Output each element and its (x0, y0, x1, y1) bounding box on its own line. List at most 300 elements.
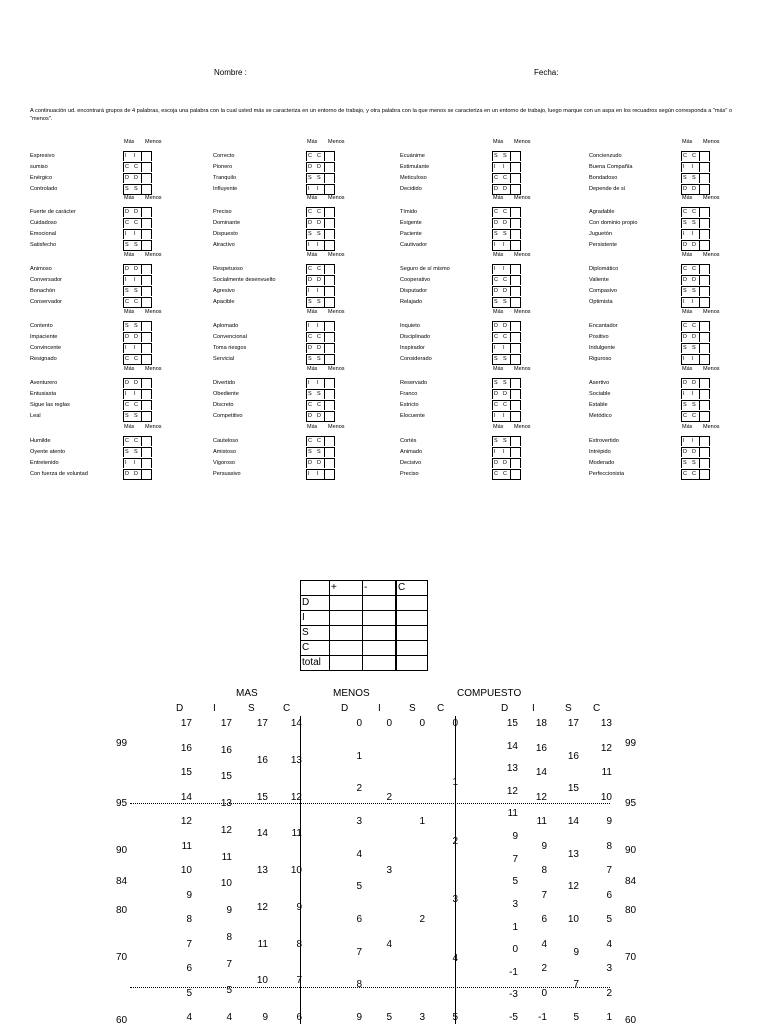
menos-checkbox[interactable] (133, 343, 152, 353)
menos-checkbox[interactable] (691, 389, 710, 399)
menos-checkbox[interactable] (133, 400, 152, 410)
adjective-word: Positivo (589, 334, 609, 340)
menos-header: Menos (703, 252, 720, 258)
disc-code: I (125, 153, 127, 159)
mas-header: Más (493, 366, 504, 372)
profile-value-mas: 8 (186, 914, 192, 925)
disc-code: S (683, 175, 687, 181)
menos-checkbox[interactable] (502, 173, 521, 183)
mas-header: Más (682, 424, 693, 430)
menos-header: Menos (703, 424, 720, 430)
menos-checkbox[interactable] (133, 229, 152, 239)
menos-checkbox[interactable] (133, 218, 152, 228)
profile-value-compuesto: 7 (541, 889, 547, 901)
menos-checkbox[interactable] (502, 458, 521, 468)
disc-code: C (134, 299, 138, 305)
profile-value-mas: 11 (291, 828, 302, 840)
disc-code: C (494, 175, 498, 181)
profile-value-mas: 15 (256, 791, 268, 803)
menos-header: Menos (328, 309, 345, 315)
disc-code: I (503, 266, 505, 272)
menos-checkbox[interactable] (316, 286, 335, 296)
profile-value-compuesto: 13 (600, 718, 612, 729)
menos-checkbox[interactable] (502, 218, 521, 228)
score-cell[interactable] (396, 641, 428, 656)
disc-code: C (683, 471, 687, 477)
disc-code: C (317, 209, 321, 215)
profile-value-menos: 7 (356, 946, 362, 958)
menos-checkbox[interactable] (691, 240, 710, 251)
disc-code: C (494, 402, 498, 408)
menos-checkbox[interactable] (502, 343, 521, 353)
menos-checkbox[interactable] (691, 218, 710, 228)
disc-code: I (308, 288, 310, 294)
adjective-word: Asertivo (589, 380, 610, 386)
disc-code: D (125, 175, 129, 181)
adjective-word: Amistoso (213, 449, 237, 455)
menos-checkbox[interactable] (502, 354, 521, 365)
disc-code: D (503, 186, 507, 192)
menos-checkbox[interactable] (316, 184, 335, 195)
profile-value-mas: 11 (181, 840, 192, 852)
menos-header: Menos (145, 366, 162, 372)
menos-checkbox[interactable] (691, 286, 710, 296)
menos-header: Menos (703, 139, 720, 145)
adjective-word: Estimulante (400, 164, 430, 170)
menos-checkbox[interactable] (691, 321, 710, 331)
menos-checkbox[interactable] (316, 400, 335, 410)
menos-checkbox[interactable] (133, 354, 152, 365)
menos-checkbox[interactable] (316, 389, 335, 399)
profile-value-compuesto: 18 (535, 718, 547, 729)
disc-code: S (494, 438, 498, 444)
fecha-label: Fecha: (534, 68, 559, 77)
percentile-label-left: 70 (116, 952, 128, 963)
menos-checkbox[interactable] (502, 264, 521, 274)
profile-value-mas: 15 (220, 771, 232, 783)
profile-value-menos: 0 (356, 718, 362, 729)
menos-checkbox[interactable] (691, 162, 710, 172)
profile-heading-compuesto: COMPUESTO (457, 688, 522, 699)
disc-code: C (683, 413, 687, 419)
disc-code: S (125, 323, 129, 329)
profile-value-mas: 13 (290, 754, 302, 766)
menos-checkbox[interactable] (133, 321, 152, 331)
profile-value-compuesto: 9 (512, 831, 518, 843)
profile-letter-menos: D (341, 703, 349, 714)
mas-header: Más (124, 424, 135, 430)
menos-checkbox[interactable] (316, 240, 335, 251)
disc-code: D (503, 391, 507, 397)
profile-value-menos: 3 (419, 1012, 425, 1023)
score-cell[interactable] (396, 626, 428, 641)
disc-code: I (125, 231, 127, 237)
disc-code: C (125, 164, 129, 170)
menos-checkbox[interactable] (691, 436, 710, 446)
score-cell[interactable] (330, 611, 363, 626)
profile-value-mas: 10 (290, 865, 302, 876)
menos-header: Menos (514, 252, 531, 258)
menos-checkbox[interactable] (502, 447, 521, 457)
mas-header: Más (682, 195, 693, 201)
disc-code: C (134, 438, 138, 444)
menos-checkbox[interactable] (502, 378, 521, 388)
menos-checkbox[interactable] (316, 436, 335, 446)
menos-header: Menos (703, 366, 720, 372)
disc-code: I (125, 277, 127, 283)
disc-code: S (317, 391, 321, 397)
disc-code: I (308, 471, 310, 477)
disc-code: D (125, 266, 129, 272)
disc-code: D (308, 345, 312, 351)
disc-code: C (125, 402, 129, 408)
disc-code: S (125, 242, 129, 248)
menos-header: Menos (145, 424, 162, 430)
profile-value-mas: 10 (180, 865, 192, 876)
menos-checkbox[interactable] (691, 184, 710, 195)
menos-checkbox[interactable] (133, 162, 152, 172)
menos-checkbox[interactable] (133, 447, 152, 457)
profile-value-compuesto: -1 (538, 1012, 547, 1023)
adjective-word: Sigue las reglas (30, 402, 70, 408)
disc-code: D (494, 391, 498, 397)
profile-divider-right (455, 716, 456, 1024)
disc-code: C (125, 299, 129, 305)
menos-checkbox[interactable] (133, 184, 152, 195)
adjective-word: Servicial (213, 356, 235, 362)
disc-code: S (134, 449, 138, 455)
menos-checkbox[interactable] (502, 321, 521, 331)
menos-checkbox[interactable] (316, 264, 335, 274)
disc-code: S (494, 356, 498, 362)
profile-letter-mas: I (213, 703, 216, 714)
disc-code: D (308, 220, 312, 226)
disc-code: I (125, 391, 127, 397)
disc-code: D (494, 323, 498, 329)
disc-code: S (494, 380, 498, 386)
adjective-word: Considerado (400, 356, 432, 362)
menos-checkbox[interactable] (502, 151, 521, 161)
menos-header: Menos (514, 424, 531, 430)
menos-checkbox[interactable] (133, 436, 152, 446)
adjective-word: Metódico (589, 413, 612, 419)
menos-checkbox[interactable] (316, 207, 335, 217)
disc-code: S (692, 175, 696, 181)
mas-header: Más (682, 309, 693, 315)
disc-code: D (125, 209, 129, 215)
disc-code: D (503, 323, 507, 329)
score-cell[interactable] (330, 641, 363, 656)
disc-code: D (683, 334, 687, 340)
menos-checkbox[interactable] (691, 378, 710, 388)
percentile-label-left: 80 (116, 905, 128, 916)
profile-value-mas: 15 (180, 767, 192, 778)
profile-value-mas: 12 (180, 816, 192, 827)
disc-code: S (503, 231, 507, 237)
disc-code: S (503, 299, 507, 305)
score-row-s: S (301, 626, 330, 641)
disc-code: C (692, 209, 696, 215)
disc-code: S (317, 356, 321, 362)
profile-value-mas: 14 (180, 791, 192, 803)
mas-header: Más (124, 139, 135, 145)
score-cell[interactable] (363, 596, 397, 611)
disc-code: I (494, 345, 496, 351)
menos-checkbox[interactable] (133, 332, 152, 342)
menos-checkbox[interactable] (316, 151, 335, 161)
profile-value-mas: 8 (296, 938, 302, 950)
disc-code: S (317, 449, 321, 455)
menos-checkbox[interactable] (133, 207, 152, 217)
menos-checkbox[interactable] (133, 378, 152, 388)
menos-checkbox[interactable] (316, 218, 335, 228)
menos-checkbox[interactable] (316, 275, 335, 285)
score-cell[interactable] (330, 596, 363, 611)
menos-checkbox[interactable] (133, 286, 152, 296)
disc-code: I (683, 391, 685, 397)
profile-value-compuesto: 7 (512, 853, 518, 865)
disc-code: S (692, 402, 696, 408)
adjective-word: Influyente (213, 186, 238, 192)
profile-value-mas: 12 (256, 901, 268, 913)
profile-value-mas: 6 (186, 963, 192, 974)
disc-code: D (683, 449, 687, 455)
menos-checkbox[interactable] (316, 332, 335, 342)
score-cell[interactable] (363, 611, 397, 626)
adjective-word: Leal (30, 413, 41, 419)
adjective-word: Depende de sí (589, 186, 626, 192)
disc-code: C (494, 471, 498, 477)
menos-checkbox[interactable] (691, 151, 710, 161)
adjective-word: Elocuente (400, 413, 425, 419)
disc-code: C (494, 209, 498, 215)
menos-checkbox[interactable] (133, 389, 152, 399)
adjective-word: Enérgico (30, 175, 53, 181)
menos-checkbox[interactable] (502, 297, 521, 308)
profile-value-menos: 5 (386, 1012, 392, 1023)
adjective-word: Aplomado (213, 323, 239, 329)
menos-checkbox[interactable] (133, 458, 152, 468)
adjective-word: Discreto (213, 402, 234, 408)
adjective-word: Seguro de sí mismo (400, 266, 450, 272)
adjective-word: Indulgente (589, 345, 616, 351)
adjective-word: Impaciente (30, 334, 58, 340)
menos-checkbox[interactable] (316, 321, 335, 331)
adjective-word: Intrépido (589, 449, 611, 455)
menos-checkbox[interactable] (691, 411, 710, 422)
menos-checkbox[interactable] (316, 229, 335, 239)
disc-code: C (308, 334, 312, 340)
disc-code: D (317, 220, 321, 226)
profile-letter-compuesto: C (593, 703, 601, 714)
mas-header: Más (124, 252, 135, 258)
menos-checkbox[interactable] (502, 162, 521, 172)
menos-checkbox[interactable] (133, 275, 152, 285)
adjective-word: Conversador (30, 277, 63, 283)
score-cell[interactable] (396, 596, 428, 611)
menos-checkbox[interactable] (316, 343, 335, 353)
menos-checkbox[interactable] (502, 207, 521, 217)
score-cell[interactable] (396, 656, 428, 671)
menos-checkbox[interactable] (691, 275, 710, 285)
score-cell[interactable] (396, 611, 428, 626)
profile-value-compuesto: 11 (601, 767, 612, 778)
disc-code: D (134, 380, 138, 386)
disc-code: D (308, 413, 312, 419)
menos-checkbox[interactable] (691, 297, 710, 308)
score-cell[interactable] (330, 626, 363, 641)
menos-header: Menos (703, 309, 720, 315)
profile-heading-mas: MAS (236, 688, 258, 699)
adjective-word: Moderado (589, 460, 615, 466)
menos-checkbox[interactable] (316, 354, 335, 365)
disc-code: S (308, 356, 312, 362)
menos-checkbox[interactable] (316, 173, 335, 183)
menos-checkbox[interactable] (502, 275, 521, 285)
profile-value-mas: 7 (296, 975, 302, 987)
disc-code: D (683, 277, 687, 283)
menos-checkbox[interactable] (316, 411, 335, 422)
profile-value-mas: 10 (220, 878, 232, 890)
menos-checkbox[interactable] (133, 173, 152, 183)
menos-checkbox[interactable] (502, 469, 521, 480)
disc-code: I (317, 288, 319, 294)
disc-code: I (692, 299, 694, 305)
profile-value-menos: 2 (452, 835, 458, 847)
menos-checkbox[interactable] (133, 240, 152, 251)
adjective-word: Correcto (213, 153, 235, 159)
score-cell[interactable] (363, 641, 397, 656)
profile-letter-mas: S (248, 703, 255, 714)
disc-code: C (134, 402, 138, 408)
disc-code: I (683, 356, 685, 362)
disc-code: S (683, 460, 687, 466)
menos-checkbox[interactable] (133, 469, 152, 480)
profile-value-compuesto: 12 (600, 742, 612, 754)
profile-value-mas: 9 (262, 1012, 268, 1023)
score-cell[interactable] (363, 656, 397, 671)
disc-code: D (134, 175, 138, 181)
menos-checkbox[interactable] (316, 297, 335, 308)
disc-code: D (692, 380, 696, 386)
menos-checkbox[interactable] (691, 447, 710, 457)
adjective-word: Entretenido (30, 460, 59, 466)
menos-checkbox[interactable] (502, 411, 521, 422)
menos-checkbox[interactable] (691, 173, 710, 183)
adjective-word: Socialmente desenvuelto (213, 277, 276, 283)
menos-checkbox[interactable] (133, 297, 152, 308)
profile-value-compuesto: 16 (535, 742, 547, 754)
disc-code: C (308, 266, 312, 272)
percentile-label-right: 70 (625, 952, 637, 963)
profile-value-mas: 14 (256, 828, 268, 840)
disc-code: I (308, 186, 310, 192)
score-cell[interactable] (330, 656, 363, 671)
menos-header: Menos (145, 309, 162, 315)
profile-value-mas: 10 (256, 975, 268, 987)
adjective-word: Dominante (213, 220, 241, 226)
disc-code: I (692, 356, 694, 362)
adjective-word: Diplomático (589, 266, 619, 272)
menos-checkbox[interactable] (691, 400, 710, 410)
menos-checkbox[interactable] (316, 162, 335, 172)
nombre-label: Nombre : (214, 68, 247, 77)
menos-header: Menos (328, 424, 345, 430)
disc-code: D (308, 164, 312, 170)
menos-checkbox[interactable] (691, 264, 710, 274)
disc-code: I (317, 471, 319, 477)
menos-checkbox[interactable] (316, 378, 335, 388)
menos-checkbox[interactable] (691, 458, 710, 468)
menos-checkbox[interactable] (316, 469, 335, 480)
menos-checkbox[interactable] (316, 447, 335, 457)
adjective-word: Respetuoso (213, 266, 243, 272)
adjective-word: Bondadoso (589, 175, 618, 181)
adjective-word: Vigoroso (213, 460, 235, 466)
menos-checkbox[interactable] (502, 240, 521, 251)
menos-header: Menos (514, 195, 531, 201)
menos-checkbox[interactable] (502, 400, 521, 410)
disc-code: C (134, 164, 138, 170)
profile-value-compuesto: 9 (541, 840, 547, 852)
mas-header: Más (307, 366, 318, 372)
disc-code: C (683, 209, 687, 215)
profile-value-compuesto: 0 (512, 944, 518, 956)
disc-code: C (503, 471, 507, 477)
menos-checkbox[interactable] (316, 458, 335, 468)
menos-checkbox[interactable] (691, 207, 710, 217)
adjective-word: Tímido (400, 209, 418, 215)
menos-checkbox[interactable] (502, 229, 521, 239)
menos-checkbox[interactable] (691, 343, 710, 353)
disc-code: S (317, 175, 321, 181)
disc-code: S (125, 449, 129, 455)
menos-checkbox[interactable] (502, 436, 521, 446)
score-cell[interactable] (363, 626, 397, 641)
adjective-word: Preciso (400, 471, 419, 477)
menos-checkbox[interactable] (691, 332, 710, 342)
menos-checkbox[interactable] (691, 469, 710, 480)
disc-code: I (683, 164, 685, 170)
menos-header: Menos (145, 252, 162, 258)
menos-header: Menos (328, 366, 345, 372)
menos-checkbox[interactable] (502, 184, 521, 195)
menos-checkbox[interactable] (691, 354, 710, 365)
disc-code: C (308, 402, 312, 408)
disc-code: S (308, 231, 312, 237)
adjective-word: sumiso (30, 164, 48, 170)
menos-checkbox[interactable] (502, 389, 521, 399)
menos-checkbox[interactable] (502, 332, 521, 342)
menos-checkbox[interactable] (502, 286, 521, 296)
mas-header: Más (493, 309, 504, 315)
menos-checkbox[interactable] (691, 229, 710, 239)
adjective-word: Buena Compañía (589, 164, 633, 170)
score-header-blank (301, 581, 330, 596)
disc-code: C (125, 356, 129, 362)
profile-value-mas: 11 (221, 851, 232, 863)
menos-checkbox[interactable] (133, 151, 152, 161)
disc-code: I (308, 380, 310, 386)
adjective-word: Concienzudo (589, 153, 622, 159)
adjective-word: Paciente (400, 231, 422, 237)
mas-header: Más (307, 195, 318, 201)
profile-letter-mas: D (176, 703, 184, 714)
menos-checkbox[interactable] (133, 264, 152, 274)
score-row-c: C (301, 641, 330, 656)
disc-code: S (494, 299, 498, 305)
menos-checkbox[interactable] (133, 411, 152, 422)
